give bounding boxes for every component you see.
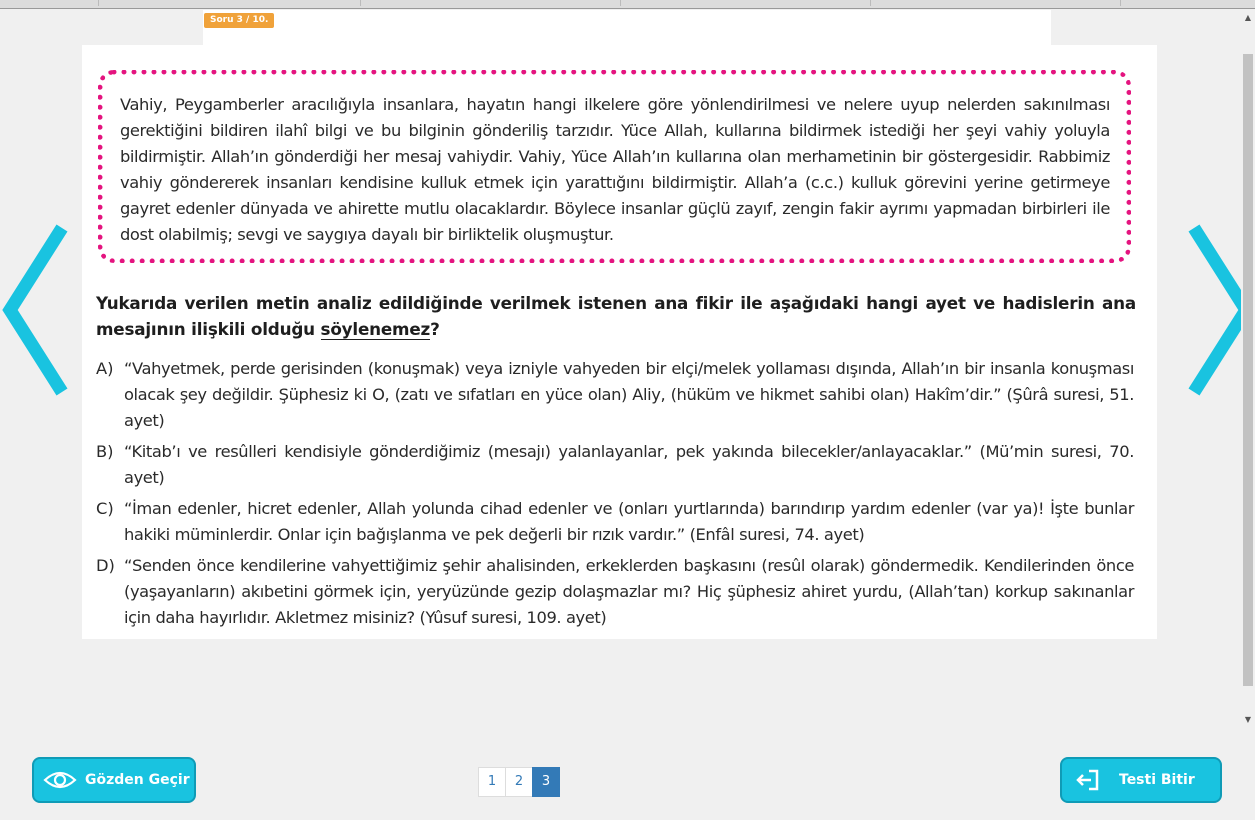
option-a[interactable] — [96, 356, 1134, 434]
option-c[interactable] — [96, 496, 1134, 548]
option-letter: D) — [96, 556, 115, 575]
eye-icon — [43, 768, 77, 792]
question-stem: Yukarıda verilen metin analiz edildiğinde verilmek istenen ana fikir ile aşağıdaki hangi ayet ve hadislerin ana mesajının ilişkili olduğu — [96, 293, 1136, 339]
option-text: “İman edenler, hicret edenler, Allah yolunda cihad edenler ve (onları yurtlarında) barındırıp yardım edenler (var ya)! İşte bunlar hakiki müminlerdir. Onlar için bağışlanma ve pek değerli bir rızık vardır.” (Enfâl suresi, 74. ayet) — [124, 499, 1134, 544]
scroll-up-arrow-icon[interactable]: ▲ — [1244, 13, 1252, 22]
question-header — [203, 10, 1051, 46]
finish-test-button[interactable] — [1060, 757, 1222, 803]
option-text: “Kitab’ı ve resûlleri kendisiyle gönderdiğimiz (mesajı) yalanlayanlar, pek yakında bilecekler/anlayacaklar.” (Mü’min suresi, 70. ayet) — [124, 442, 1134, 487]
question-text — [96, 290, 1136, 342]
question-emphasis: söylenemez — [320, 319, 431, 339]
scroll-down-arrow-icon[interactable]: ▼ — [1244, 715, 1252, 724]
option-text: “Vahyetmek, perde gerisinden (konuşmak) veya izniyle vahyeden bir elçi/melek yollaması dışında, Allah’ın bir insanla konuşması olacak şey değildir. Şüphesiz ki O, (zatı ve sıfatları en yüce olan) Aliy, (hüküm ve hikmet sahibi olan) Hakîm’dir.” (Şûrâ suresi, 51. ayet) — [124, 359, 1134, 430]
pagination — [479, 767, 560, 797]
page-3[interactable]: 3 — [532, 767, 560, 797]
review-button-label: Gözden Geçir — [85, 772, 190, 788]
previous-question-button[interactable] — [0, 222, 70, 398]
top-toolbar — [0, 0, 1255, 9]
review-button[interactable] — [32, 757, 196, 803]
chevron-left-icon — [0, 222, 70, 398]
answer-options — [96, 356, 1134, 636]
option-b[interactable] — [96, 439, 1134, 491]
passage-box — [98, 70, 1131, 263]
option-letter: C) — [96, 499, 114, 518]
passage-text: Vahiy, Peygamberler aracılığıyla insanlara, hayatın hangi ilkelere göre yönlendirilmesi ve nelere uyup nelerden sakınılması gerektiğini bildiren ilahî bilgi ve bu bilginin gönderiliş tarzıdır. Yüce Allah, kullarına bildirmek istediği her şeyi vahiy yoluyla bildirmiştir. Allah’ın gönderdiği her mesaj vahiydir. Vahiy, Yüce Allah’ın kullarına olan merhametinin bir göstergesidir. Rabbimiz vahiy göndererek insanları kendisine kulluk etmek için yarattığını bildirmiştir. Allah’a (c.c.) kulluk görevini yerine getirmeye gayret edenler dünyada ve ahirette mutlu olacaklardır. Böylece insanlar güçlü zayıf, zengin fakir ayrımı yapmadan birbirleri ile dost olabilmiş; sevgi ve saygıya dayalı bir birliktelik oluşmuştur. — [120, 95, 1110, 244]
option-d[interactable] — [96, 553, 1134, 631]
page-2[interactable]: 2 — [505, 767, 533, 797]
scroll-thumb[interactable] — [1243, 54, 1253, 686]
question-mark: ? — [430, 319, 440, 339]
exit-icon — [1071, 768, 1105, 792]
finish-button-label: Testi Bitir — [1119, 772, 1195, 788]
page-1[interactable]: 1 — [478, 767, 506, 797]
option-letter: B) — [96, 442, 114, 461]
option-letter: A) — [96, 359, 114, 378]
question-counter-badge: Soru 3 / 10. — [204, 13, 274, 28]
option-text: “Senden önce kendilerine vahyettiğimiz şehir ahalisinden, erkeklerden başkasını (resûl olarak) göndermedik. Kendilerinden önce (yaşayanların) akıbetini görmek için, yeryüzünde gezip dolaşmazlar mı? Hiç şüphesiz ahiret yurdu, (Allah’tan) korkup sakınanlar için daha hayırlıdır. Akletmez misiniz? (Yûsuf suresi, 109. ayet) — [124, 556, 1134, 627]
vertical-scrollbar[interactable] — [1241, 10, 1255, 728]
